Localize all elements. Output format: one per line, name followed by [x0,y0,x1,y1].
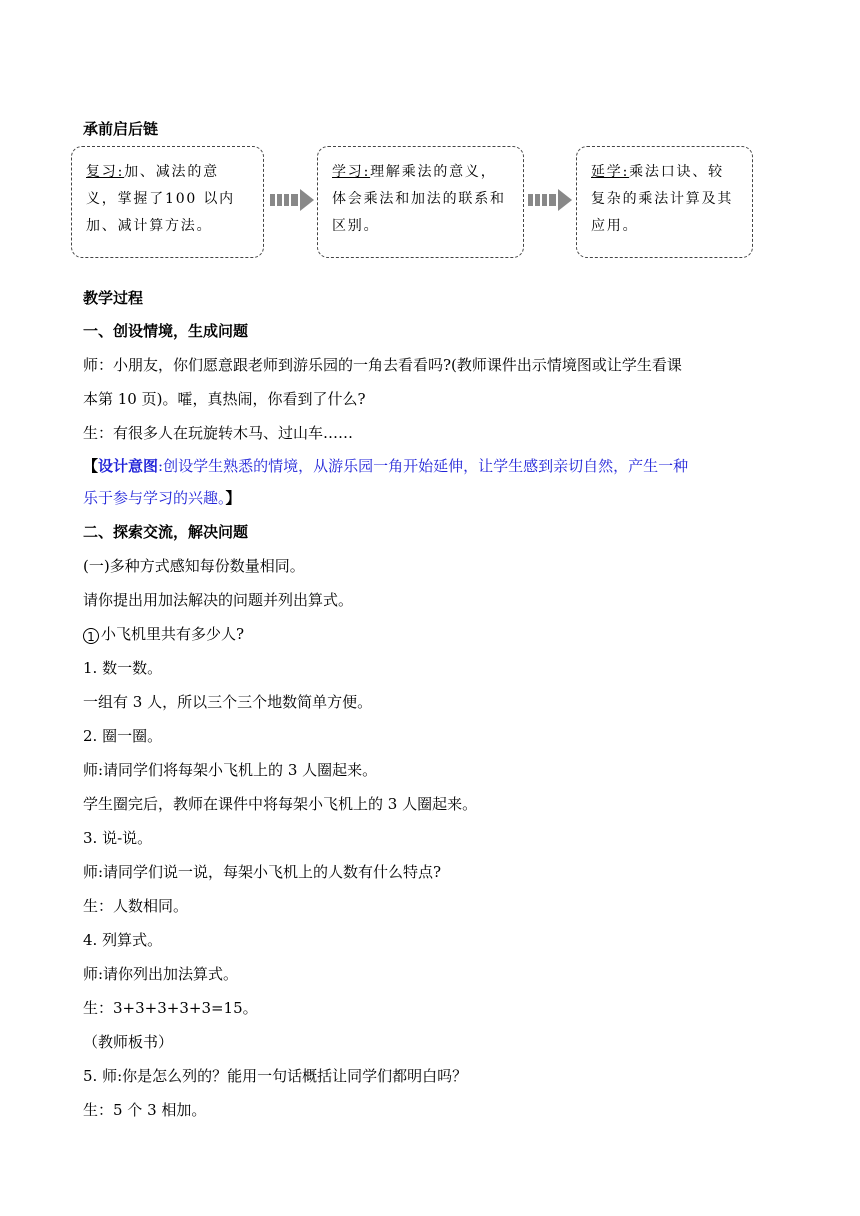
step-line: （教师板书） [83,1033,174,1051]
review-text: 加、减法的意义，掌握了100 以内加、减计算方法。 [86,164,235,234]
process-title: 教学过程 [83,289,144,307]
step-line: 生：3+3+3+3+3=15。 [83,999,258,1017]
step-line: 1. 数一数。 [83,659,163,677]
study-text: 理解乘法的意义，体会乘法和加法的联系和区别。 [332,164,506,234]
review-tag: 复习: [86,164,125,180]
review-box [71,146,264,258]
section2-line: (一)多种方式感知每份数量相同。 [83,557,305,575]
step-line: 师:请同学们将每架小飞机上的 3 人圈起来。 [83,761,378,779]
step-line: 4. 列算式。 [83,931,163,949]
student-reply: 生：有很多人在玩旋转木马、过山车…… [83,424,354,442]
step-line: 生：5 个 3 相加。 [83,1101,207,1119]
design-intent-line-1: 【设计意图:创设学生熟悉的情境，从游乐园一角开始延伸，让学生感到亲切自然，产生一种 [83,457,689,475]
chain-title: 承前启后链 [83,120,159,138]
arrow-icon [270,188,316,212]
study-box [317,146,524,258]
step-line: 师:请同学们说一说，每架小飞机上的人数有什么特点? [83,863,442,881]
section2-line: 请你提出用加法解决的问题并列出算式。 [83,591,354,609]
section2-title: 二、探索交流，解决问题 [83,523,249,541]
extend-tag: 延学: [591,164,630,180]
design-intent-label: 设计意图 [98,457,159,475]
study-tag: 学习: [332,164,371,180]
step-line: 学生圈完后，教师在课件中将每架小飞机上的 3 人圈起来。 [83,795,478,813]
circled-number: 1 [83,628,99,644]
teacher-line-1: 师：小朋友，你们愿意跟老师到游乐园的一角去看看吗?(教师课件出示情境图或让学生看课 [83,356,682,374]
step-line: 5. 师:你是怎么列的？能用一句话概括让同学们都明白吗？ [83,1067,468,1085]
step-line: 师:请你列出加法算式。 [83,965,239,983]
step-line: 2. 圈一圈。 [83,727,163,745]
step-line: 一组有 3 人，所以三个三个地数简单方便。 [83,693,373,711]
design-intent-line-2: 乐于参与学习的兴趣。】 [83,489,241,507]
teacher-line-2: 本第 10 页)。嚯，真热闹，你看到了什么? [83,390,366,408]
extend-text: 乘法口诀、较复杂的乘法计算及其应用。 [591,164,734,234]
arrow-icon [528,188,574,212]
section1-title: 一、创设情境，生成问题 [83,322,249,340]
extend-box [576,146,753,258]
circled-question: 1 小飞机里共有多少人? [83,624,244,644]
step-line: 生：人数相同。 [83,897,189,915]
step-line: 3. 说-说。 [83,829,153,847]
